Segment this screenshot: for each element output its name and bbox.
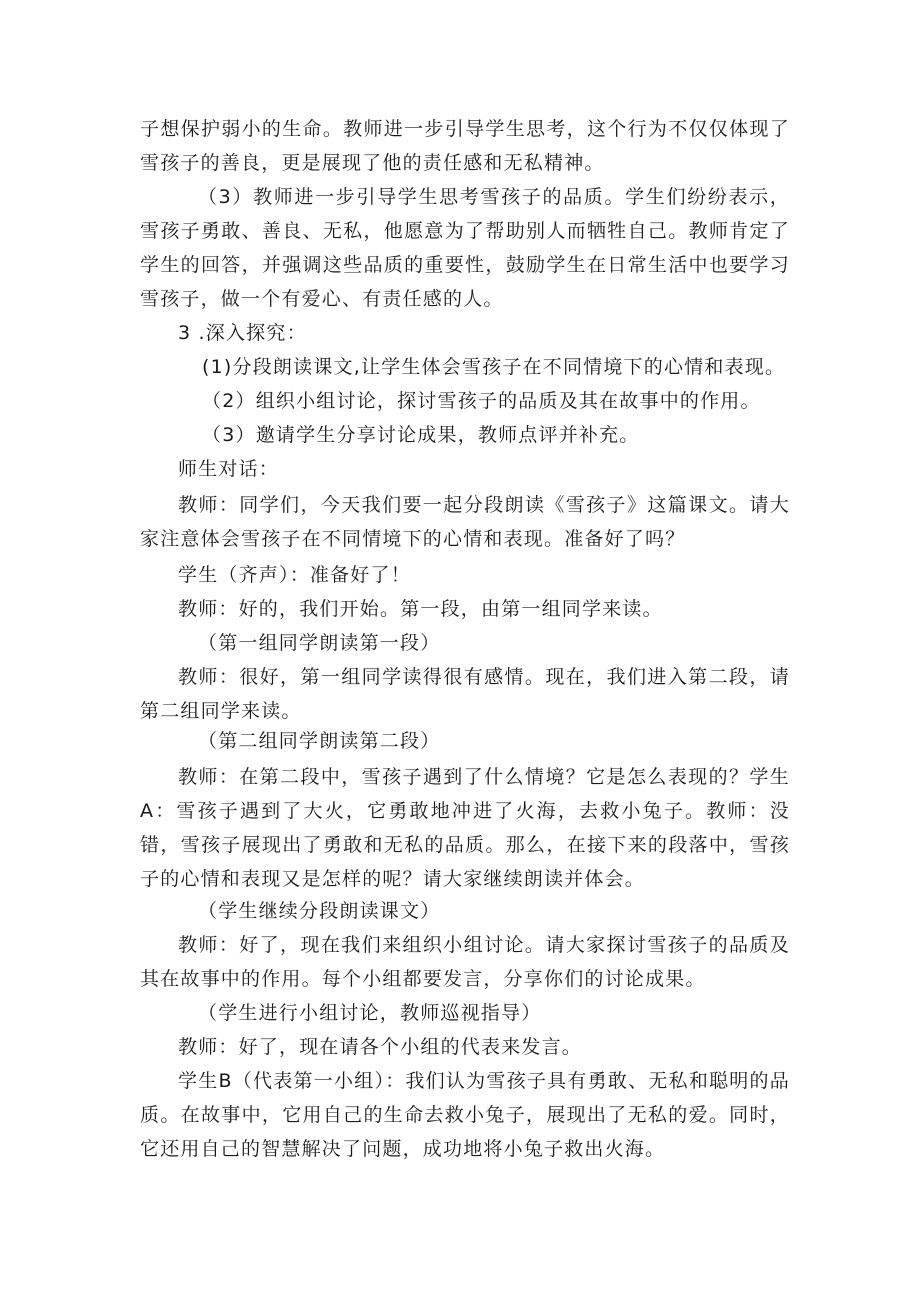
stage-direction-1: （第一组同学朗读第一段） bbox=[198, 632, 441, 654]
dialogue-teacher-2: 教师：好的，我们开始。第一段，由第一组同学来读。 bbox=[178, 598, 663, 620]
stage-direction-3: （学生继续分段朗读课文） bbox=[198, 900, 441, 922]
list-item-1: (1)分段朗读课文,让学生体会雪孩子在不同情境下的心情和表现。 bbox=[202, 356, 786, 378]
dialogue-teacher-3: 教师：很好，第一组同学读得很有感情。现在，我们进入第二段，请第二组同学来读。 bbox=[140, 666, 790, 722]
dialogue-teacher-5: 教师：好了，现在我们来组织小组讨论。请大家探讨雪孩子的品质及其在故事中的作用。每个小组都要发言，分享你们的讨论成果。 bbox=[140, 934, 790, 990]
dialogue-student-b: 学生B（代表第一小组）：我们认为雪孩子具有勇敢、无私和聪明的品质。在故事中，它用自己的生命去救小兔子，展现出了无私的爱。同时，它还用自己的智慧解决了问题，成功地将小兔子救出火海。 bbox=[140, 1070, 790, 1160]
dialogue-teacher-4: 教师：在第二段中，雪孩子遇到了什么情境？它是怎么表现的？学生A：雪孩子遇到了大火，它勇敢地冲进了火海，去救小兔子。教师：没错，雪孩子展现出了勇敢和无私的品质。那么，在接下来的段落中，雪孩子的心情和表现又是怎样的呢？请大家继续朗读并体会。 bbox=[140, 766, 790, 890]
dialogue-teacher-1: 教师：同学们，今天我们要一起分段朗读《雪孩子》这篇课文。请大家注意体会雪孩子在不同情境下的心情和表现。准备好了吗？ bbox=[140, 494, 790, 550]
paragraph-point-3: （3）教师进一步引导学生思考雪孩子的品质。学生们纷纷表示，雪孩子勇敢、善良、无私，他愿意为了帮助别人而牺牲自己。教师肯定了学生的回答，并强调这些品质的重要性，鼓励学生在日常生活中也要学习雪孩子，做一个有爱心、有责任感的人。 bbox=[140, 186, 790, 310]
dialogue-students-1: 学生（齐声）：准备好了！ bbox=[178, 564, 411, 586]
section-heading-deep-exploration: 3 .深入探究： bbox=[178, 322, 307, 344]
list-item-2: （2）组织小组讨论，探讨雪孩子的品质及其在故事中的作用。 bbox=[202, 390, 761, 412]
dialogue-heading: 师生对话： bbox=[178, 458, 280, 480]
stage-direction-2: （第二组同学朗读第二段） bbox=[198, 730, 441, 752]
list-item-3: （3）邀请学生分享讨论成果，教师点评并补充。 bbox=[202, 424, 640, 446]
stage-direction-4: （学生进行小组讨论，教师巡视指导） bbox=[198, 1002, 542, 1024]
dialogue-teacher-6: 教师：好了，现在请各个小组的代表来发言。 bbox=[178, 1036, 583, 1058]
paragraph-continuation: 子想保护弱小的生命。教师进一步引导学生思考，这个行为不仅仅体现了雪孩子的善良，更是展现了他的责任感和无私精神。 bbox=[140, 118, 790, 174]
